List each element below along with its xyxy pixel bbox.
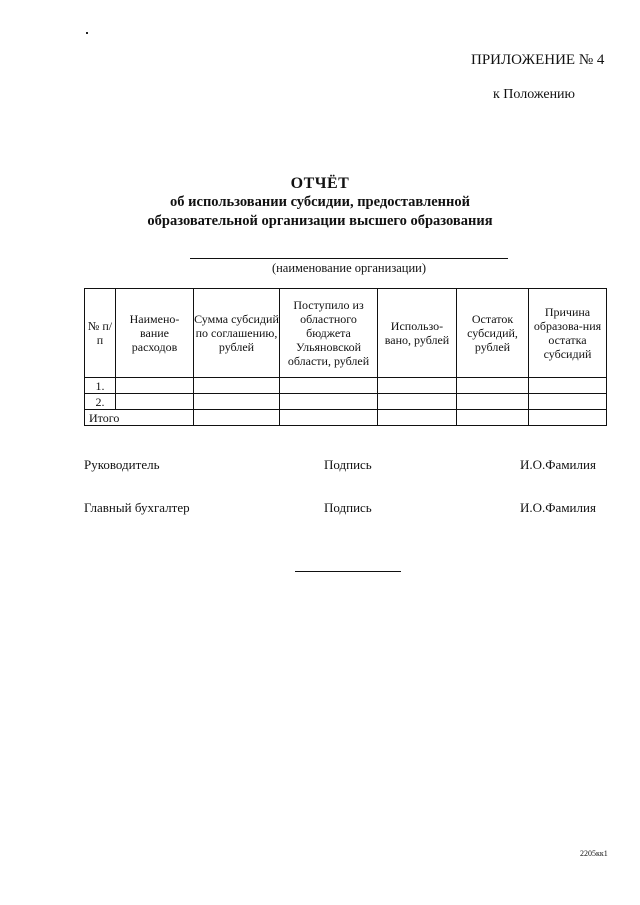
regulation-reference: к Положению (493, 87, 576, 102)
row-number: 2. (85, 394, 116, 410)
signature-role-head: Руководитель (84, 457, 160, 472)
table-cell (457, 394, 529, 410)
column-header: Причина образова-ния остатка субсидий (529, 289, 607, 378)
table-row (85, 378, 607, 394)
table-cell (378, 378, 457, 394)
table-cell (529, 378, 607, 394)
table-cell (280, 410, 378, 426)
table-cell (378, 410, 457, 426)
column-header: Сумма субсидий по соглашению, рублей (194, 289, 280, 378)
report-title: ОТЧЁТ (290, 175, 350, 192)
row-number: 1. (85, 378, 116, 394)
column-header: Использо-вано, рублей (378, 289, 457, 378)
signature-name-head: И.О.Фамилия (520, 457, 596, 472)
table-cell (116, 394, 194, 410)
organization-name-line (190, 258, 508, 259)
table-cell (116, 378, 194, 394)
report-subtitle-line-1: об использовании субсидии, предоставленной (170, 194, 470, 210)
scan-speck (86, 32, 88, 34)
column-header: Остаток субсидий, рублей (457, 289, 529, 378)
table-header-row (85, 289, 607, 378)
table-cell (529, 394, 607, 410)
table-cell (457, 378, 529, 394)
table-cell (194, 410, 280, 426)
table-cell (378, 394, 457, 410)
table-cell (529, 410, 607, 426)
table-cell (280, 394, 378, 410)
total-label: Итого (85, 410, 194, 426)
table-cell (457, 410, 529, 426)
signature-label-head: Подпись (324, 457, 372, 472)
table-row (85, 394, 607, 410)
closing-line (295, 571, 401, 572)
signature-name-accountant: И.О.Фамилия (520, 500, 596, 515)
signature-role-accountant: Главный бухгалтер (84, 500, 190, 515)
column-header: Наимено-вание расходов (116, 289, 194, 378)
organization-name-caption: (наименование организации) (271, 261, 427, 275)
report-title-block (120, 175, 520, 231)
appendix-label: ПРИЛОЖЕНИЕ № 4 (471, 52, 605, 68)
table-cell (280, 378, 378, 394)
report-subtitle-line-2: образовательной организации высшего образования (147, 213, 493, 229)
column-header: № п/п (85, 289, 116, 378)
table-cell (194, 394, 280, 410)
document-code: 2205кк1 (580, 849, 608, 858)
table-cell (194, 378, 280, 394)
signature-label-accountant: Подпись (324, 500, 372, 515)
table-total-row (85, 410, 607, 426)
report-table (84, 288, 607, 426)
column-header: Поступило из областного бюджета Ульяновской области, рублей (280, 289, 378, 378)
